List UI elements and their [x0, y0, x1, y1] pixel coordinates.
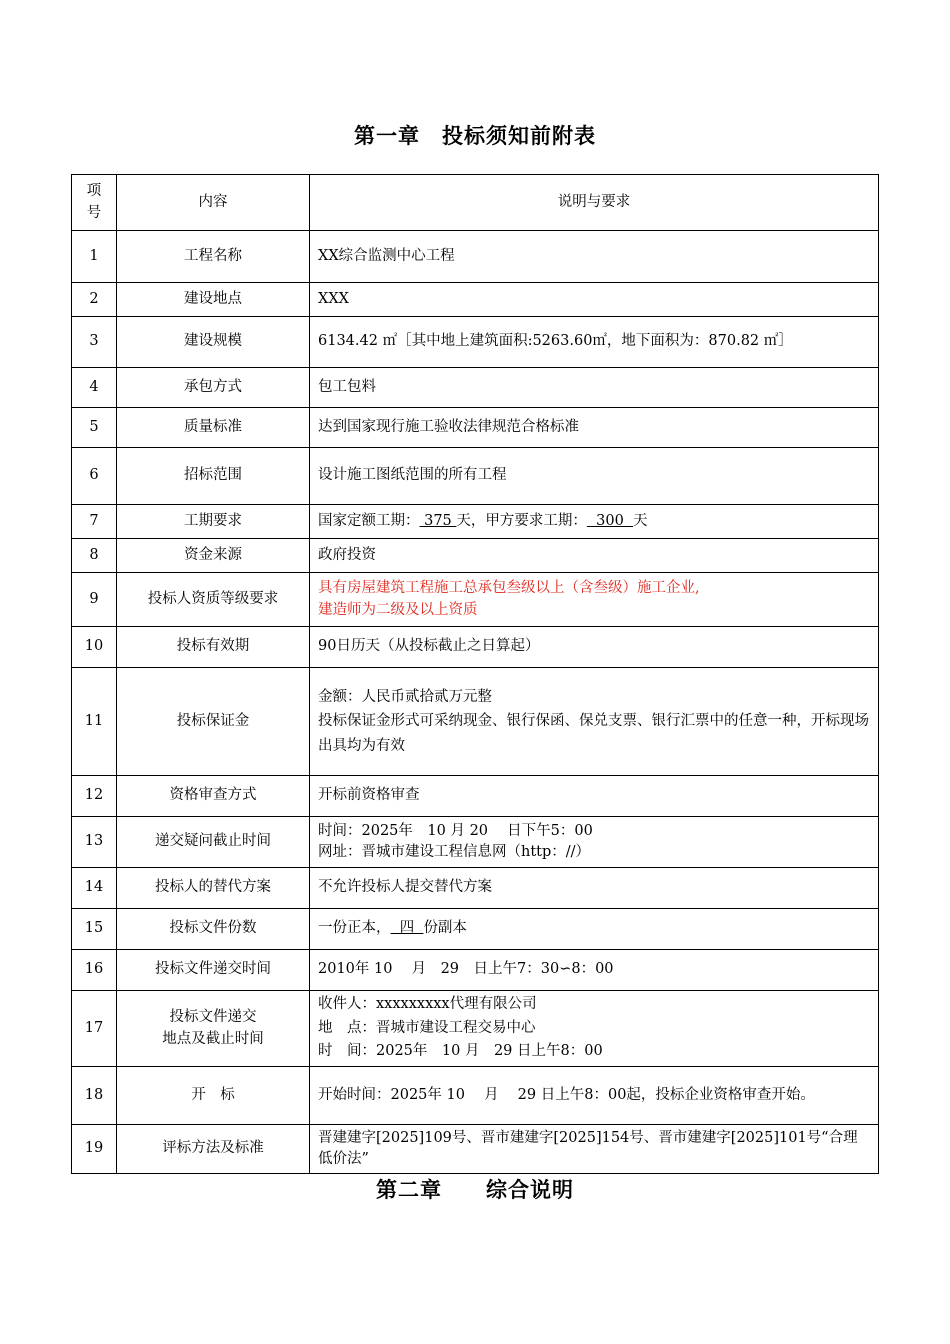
- row-no: 16: [72, 950, 117, 991]
- desc-line: 收件人：xxxxxxxxx代理有限公司: [318, 995, 537, 1012]
- table-row: [72, 950, 879, 991]
- row-desc: 不允许投标人提交替代方案: [310, 868, 879, 909]
- row-desc: 开始时间：2025年 10 月 29 日上午8：00起，投标企业资格审查开始。: [310, 1067, 879, 1125]
- row-item: 招标范围: [117, 448, 310, 505]
- row-item: 建设规模: [117, 317, 310, 368]
- row-item: 投标保证金: [117, 668, 310, 776]
- row-desc: 设计施工图纸范围的所有工程: [310, 448, 879, 505]
- row-no: 18: [72, 1067, 117, 1125]
- bid-info-table: [71, 174, 879, 1174]
- row-desc: [310, 573, 879, 627]
- desc-line: 建造师为二级及以上资质: [318, 601, 478, 618]
- header-content: 内容: [117, 175, 310, 231]
- row-no: 8: [72, 539, 117, 573]
- row-desc: XXX: [310, 283, 879, 317]
- header-desc: 说明与要求: [310, 175, 879, 231]
- table-row: [72, 776, 879, 817]
- table-row: [72, 1067, 879, 1125]
- table-row: [72, 231, 879, 283]
- row-item: 工程名称: [117, 231, 310, 283]
- chapter1-title: 第一章 投标须知前附表: [354, 123, 596, 148]
- row-desc: [310, 668, 879, 776]
- item-line: 地点及截止时间: [162, 1030, 264, 1047]
- table-row: [72, 448, 879, 505]
- table-row: [72, 1125, 879, 1174]
- row-item: 投标人的替代方案: [117, 868, 310, 909]
- row-item: 投标人资质等级要求: [117, 573, 310, 627]
- row-item: 评标方法及标准: [117, 1125, 310, 1174]
- row-no: 1: [72, 231, 117, 283]
- text: 国家定额工期：: [318, 512, 420, 529]
- row-desc: 开标前资格审查: [310, 776, 879, 817]
- desc-line: 地 点：晋城市建设工程交易中心: [318, 1019, 536, 1036]
- table-row: [72, 991, 879, 1067]
- desc-line: 金额：人民币贰拾贰万元整: [318, 688, 492, 705]
- text: 份副本: [423, 920, 467, 937]
- row-item: [117, 991, 310, 1067]
- row-desc: 政府投资: [310, 539, 879, 573]
- table-row: [72, 627, 879, 668]
- table-row: [72, 817, 879, 868]
- row-desc: 包工包料: [310, 368, 879, 408]
- chapter2-title: 第二章 综合说明: [376, 1177, 574, 1202]
- text: 天: [633, 512, 648, 529]
- table-row: [72, 408, 879, 448]
- row-item: 承包方式: [117, 368, 310, 408]
- row-item: 投标文件递交时间: [117, 950, 310, 991]
- row-desc: [310, 505, 879, 539]
- row-desc: 达到国家现行施工验收法律规范合格标准: [310, 408, 879, 448]
- row-no: 2: [72, 283, 117, 317]
- row-desc: 晋建建字[2025]109号、晋市建建字[2025]154号、晋市建建字[2025]101号“合理低价法”: [310, 1125, 879, 1174]
- row-no: 4: [72, 368, 117, 408]
- row-no: 9: [72, 573, 117, 627]
- row-desc: [310, 817, 879, 868]
- row-no: 12: [72, 776, 117, 817]
- text: 天，甲方要求工期：: [456, 512, 587, 529]
- row-no: 5: [72, 408, 117, 448]
- row-no: 17: [72, 991, 117, 1067]
- table-row: [72, 573, 879, 627]
- table-row: [72, 283, 879, 317]
- row-item: 资金来源: [117, 539, 310, 573]
- row-item: 开 标: [117, 1067, 310, 1125]
- table-row: [72, 368, 879, 408]
- row-no: 15: [72, 909, 117, 950]
- row-no: 11: [72, 668, 117, 776]
- row-item: 递交疑问截止时间: [117, 817, 310, 868]
- table-row: [72, 539, 879, 573]
- header-no: 项 号: [72, 175, 117, 231]
- desc-line: 时间：2025年 10 月 20 日下午5：00: [318, 822, 593, 839]
- row-desc: [310, 991, 879, 1067]
- table-row: [72, 868, 879, 909]
- table-row: [72, 317, 879, 368]
- text: 一份正本，: [318, 920, 391, 937]
- table-row: [72, 505, 879, 539]
- row-no: 6: [72, 448, 117, 505]
- desc-line: 投标保证金形式可采纳现金、银行保函、保兑支票、银行汇票中的任意一种，开标现场出具均为有效: [318, 713, 869, 754]
- row-no: 10: [72, 627, 117, 668]
- table-row: [72, 668, 879, 776]
- desc-line: 具有房屋建筑工程施工总承包叁级以上（含叁级）施工企业,: [318, 580, 700, 597]
- row-item: 资格审查方式: [117, 776, 310, 817]
- row-no: 13: [72, 817, 117, 868]
- table-header-row: [72, 175, 879, 231]
- row-item: 投标有效期: [117, 627, 310, 668]
- row-no: 19: [72, 1125, 117, 1174]
- underlined-value: 四: [390, 920, 424, 937]
- row-desc: [310, 909, 879, 950]
- underlined-value: 375: [419, 512, 457, 529]
- underlined-value: 300: [586, 512, 634, 529]
- desc-line: 时 间：2025年 10 月 29 日上午8：00: [318, 1043, 603, 1060]
- row-item: 工期要求: [117, 505, 310, 539]
- row-no: 3: [72, 317, 117, 368]
- row-no: 7: [72, 505, 117, 539]
- table-row: [72, 909, 879, 950]
- row-no: 14: [72, 868, 117, 909]
- row-desc: 2010年 10 月 29 日上午7：30∽8：00: [310, 950, 879, 991]
- row-desc: 90日历天（从投标截止之日算起）: [310, 627, 879, 668]
- item-line: 投标文件递交: [169, 1009, 257, 1026]
- row-item: 投标文件份数: [117, 909, 310, 950]
- desc-line: 网址：晋城市建设工程信息网（http：//）: [318, 844, 591, 860]
- row-desc: 6134.42 ㎡［其中地上建筑面积:5263.60㎡，地下面积为：870.82 ㎡］: [310, 317, 879, 368]
- row-item: 质量标准: [117, 408, 310, 448]
- row-item: 建设地点: [117, 283, 310, 317]
- row-desc: XX综合监测中心工程: [310, 231, 879, 283]
